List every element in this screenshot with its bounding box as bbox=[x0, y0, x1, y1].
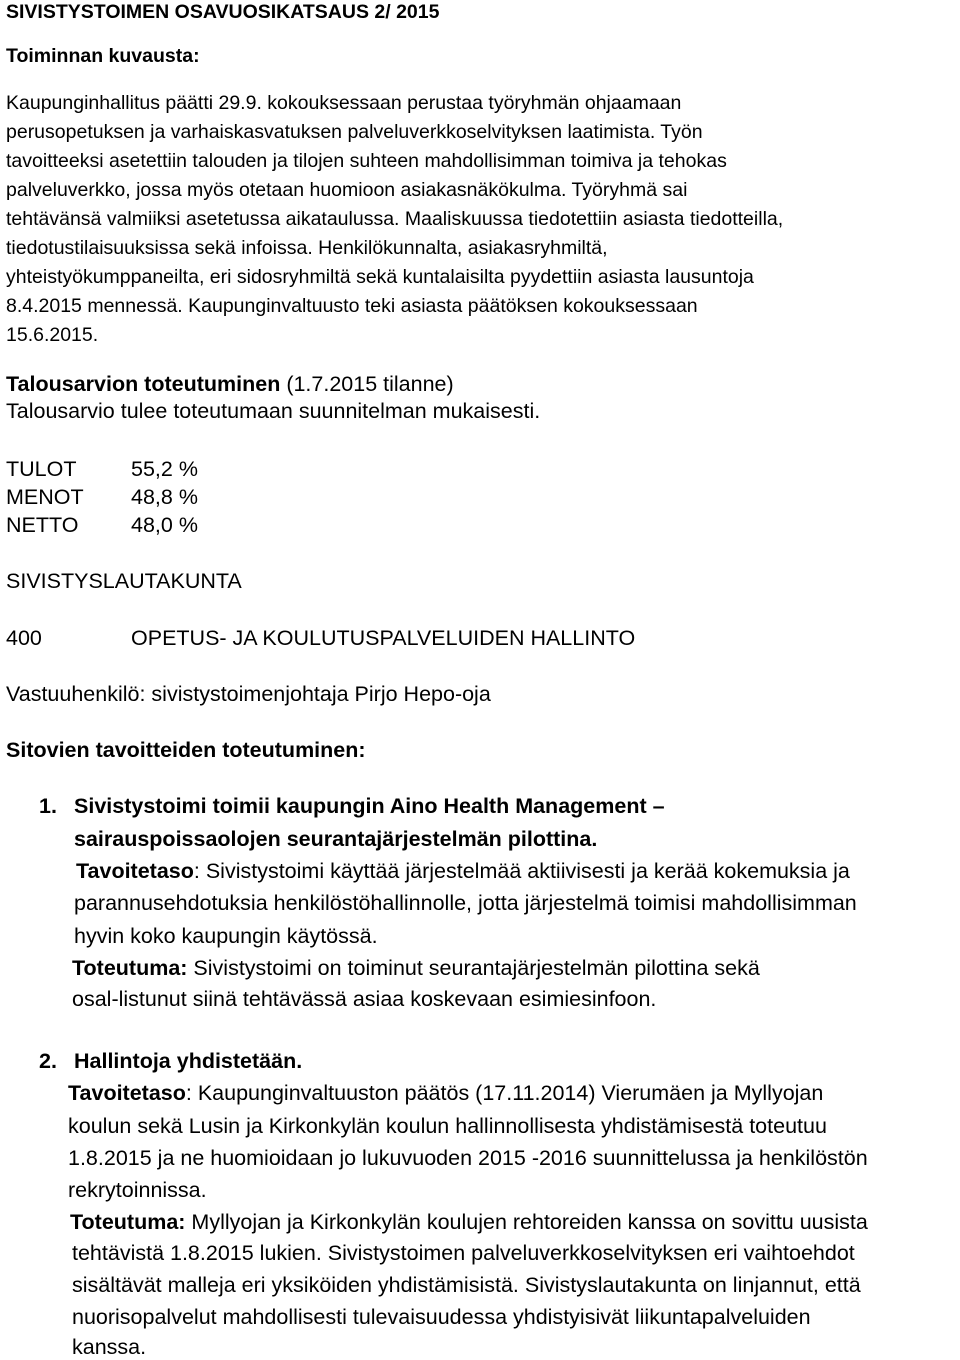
description-line: 15.6.2015. bbox=[6, 324, 99, 346]
responsible-person: Vastuuhenkilö: sivistystoimenjohtaja Pirjo Hepo-oja bbox=[6, 682, 491, 706]
target-label: Tavoitetaso bbox=[68, 1081, 186, 1105]
result-label: Toteutuma: bbox=[72, 956, 188, 980]
goals-heading: Sitovien tavoitteiden toteutuminen: bbox=[6, 738, 366, 762]
budget-text: Talousarvio tulee toteutumaan suunnitelman mukaisesti. bbox=[6, 399, 541, 423]
description-line: tiedotustilaisuuksissa sekä infoissa. Henkilökunnalta, asiakasryhmiltä, bbox=[6, 237, 608, 259]
result-text: kanssa. bbox=[72, 1335, 147, 1359]
goal-title: Sivistystoimi toimii kaupungin Aino Health Management – bbox=[74, 794, 665, 818]
budget-heading-bold: Talousarvion toteutuminen bbox=[6, 372, 281, 396]
figure-row bbox=[6, 485, 198, 510]
description-line: yhteistyökumppaneilta, eri sidosryhmiltä sekä kuntalaisilta pyydettiin asiasta lausuntoja bbox=[6, 266, 754, 288]
result-text: tehtävistä 1.8.2015 lukien. Sivistystoimen palveluverkkoselvityksen eri vaihtoehdot bbox=[72, 1241, 855, 1265]
description-line: Kaupunginhallitus päätti 29.9. kokouksessaan perustaa työryhmän ohjaamaan bbox=[6, 92, 682, 114]
figure-label: MENOT bbox=[6, 485, 84, 509]
goal-number: 1. bbox=[39, 794, 57, 818]
figure-value: 48,8 % bbox=[131, 485, 198, 509]
figure-label: NETTO bbox=[6, 513, 79, 537]
figure-value: 55,2 % bbox=[131, 457, 198, 481]
figure-label: TULOT bbox=[6, 457, 77, 481]
document-title: SIVISTYSTOIMEN OSAVUOSIKATSAUS 2/ 2015 bbox=[6, 1, 440, 23]
unit-heading bbox=[6, 626, 635, 651]
description-line: perusopetuksen ja varhaiskasvatuksen palveluverkkoselvityksen laatimista. Työn bbox=[6, 121, 703, 143]
target-text: koulun sekä Lusin ja Kirkonkylän koulun hallinnollisesta yhdistämisestä toteutuu bbox=[68, 1114, 827, 1138]
target-text: rekrytoinnissa. bbox=[68, 1178, 207, 1202]
result-text: nuorisopalvelut mahdollisesti tulevaisuudessa yhdistyisivät liikuntapalveluiden bbox=[72, 1305, 811, 1329]
target-label: Tavoitetaso bbox=[76, 859, 194, 883]
goal-number: 2. bbox=[39, 1049, 57, 1073]
target-text: : Sivistystoimi käyttää järjestelmää aktiivisesti ja kerää kokemuksia ja bbox=[193, 859, 850, 883]
unit-code: 400 bbox=[6, 626, 42, 650]
board-name: SIVISTYSLAUTAKUNTA bbox=[6, 569, 242, 593]
result-text: Sivistystoimi on toiminut seurantajärjestelmän pilottina sekä bbox=[187, 956, 760, 980]
goal-target bbox=[76, 859, 850, 884]
result-text: sisältävät malleja eri yksiköiden yhdistämisistä. Sivistyslautakunta on linjannut, että bbox=[72, 1273, 861, 1297]
target-text: 1.8.2015 ja ne huomioidaan jo lukuvuoden 2015 -2016 suunnittelussa ja henkilöstön bbox=[68, 1146, 868, 1170]
figure-row bbox=[6, 457, 198, 482]
target-text: hyvin koko kaupungin käytössä. bbox=[74, 924, 378, 948]
description-line: 8.4.2015 mennessä. Kaupunginvaltuusto teki asiasta päätöksen kokouksessaan bbox=[6, 295, 698, 317]
description-line: palveluverkko, jossa myös otetaan huomioon asiakasnäkökulma. Työryhmä sai bbox=[6, 179, 688, 201]
goal-target bbox=[68, 1081, 823, 1106]
budget-heading bbox=[6, 372, 454, 397]
target-text: : Kaupunginvaltuuston päätös (17.11.2014) Vierumäen ja Myllyojan bbox=[185, 1081, 824, 1105]
result-text: osal-listunut siinä tehtävässä asiaa koskevaan esimiesinfoon. bbox=[72, 987, 657, 1011]
result-label: Toteutuma: bbox=[70, 1210, 186, 1234]
figure-row bbox=[6, 513, 198, 538]
section-heading-description: Toiminnan kuvausta: bbox=[6, 45, 200, 67]
figure-value: 48,0 % bbox=[131, 513, 198, 537]
description-line: tehtävänsä valmiiksi asetetussa aikataulussa. Maaliskuussa tiedotettiin asiasta tiedotteilla, bbox=[6, 208, 784, 230]
goal-result bbox=[72, 956, 760, 981]
budget-heading-date: (1.7.2015 tilanne) bbox=[280, 372, 454, 396]
result-text: Myllyojan ja Kirkonkylän koulujen rehtoreiden kanssa on sovittu uusista bbox=[185, 1210, 868, 1234]
goal-title: Hallintoja yhdistetään. bbox=[74, 1049, 303, 1073]
unit-name: OPETUS- JA KOULUTUSPALVELUIDEN HALLINTO bbox=[131, 626, 636, 650]
goal-result bbox=[70, 1210, 868, 1235]
description-line: tavoitteeksi asetettiin talouden ja tilojen suhteen mahdollisimman toimiva ja tehokas bbox=[6, 150, 727, 172]
goal-title: sairauspoissaolojen seurantajärjestelmän pilottina. bbox=[74, 827, 598, 851]
target-text: parannusehdotuksia henkilöstöhallinnolle, jotta järjestelmä toimisi mahdollisimman bbox=[74, 891, 857, 915]
